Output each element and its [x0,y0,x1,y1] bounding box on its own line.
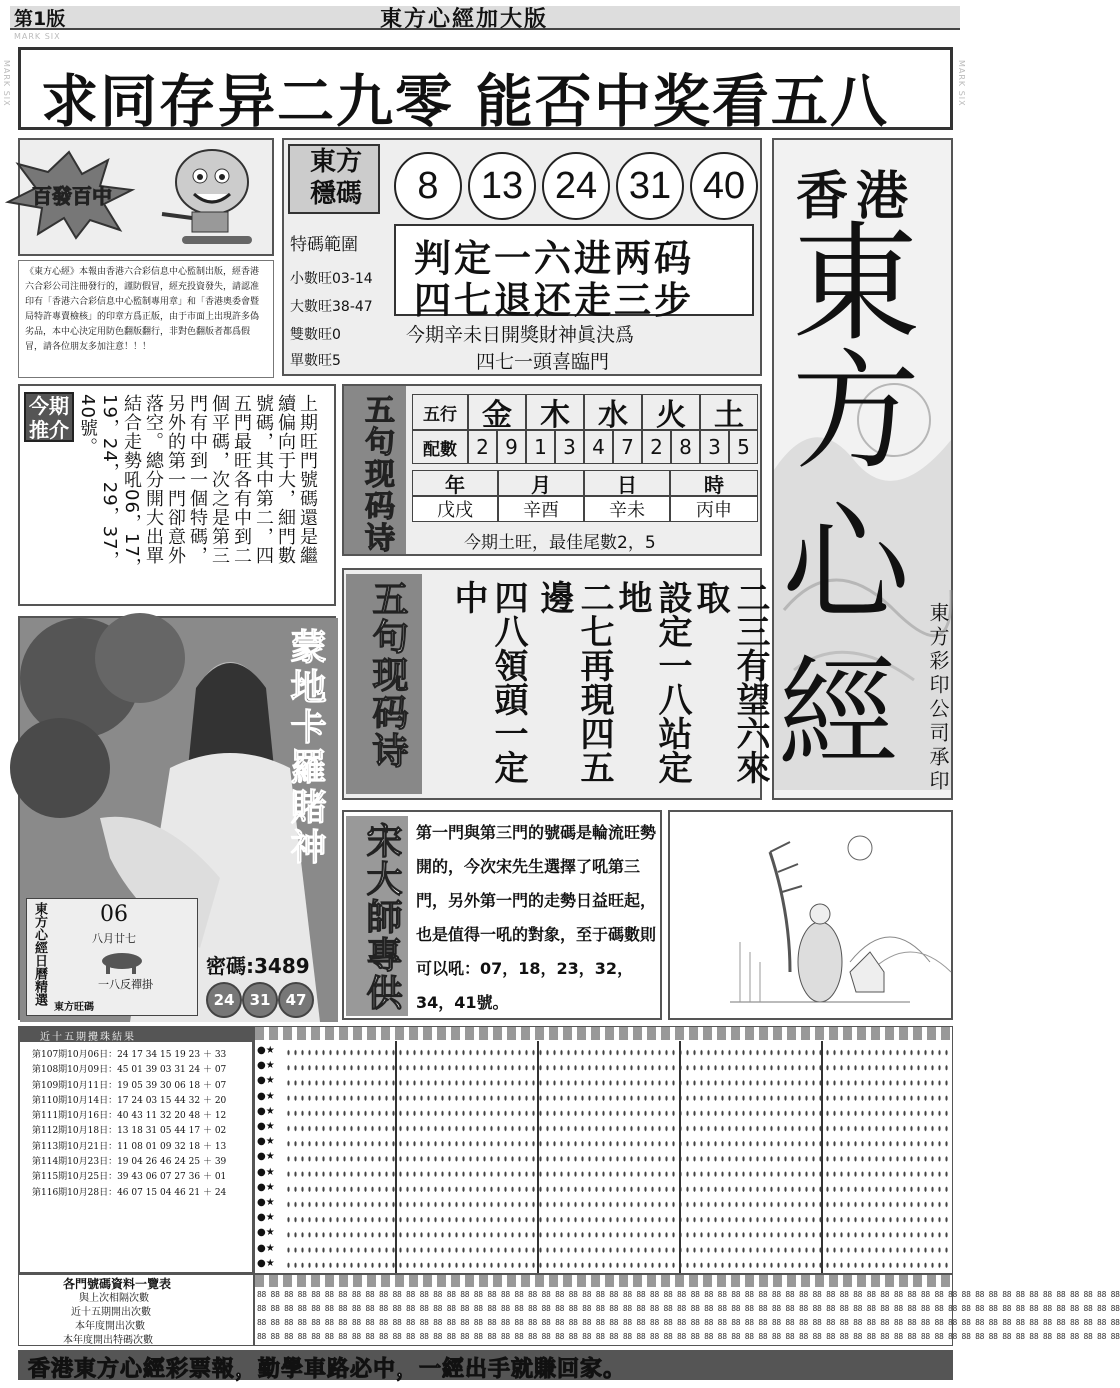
recommend-text [76,394,318,602]
pei-shu-1: 2 [468,430,497,464]
watermark-right: MARK SIX [957,60,966,107]
door-table-labels [18,1274,254,1346]
element-1: 金 [468,394,526,430]
range-3: 雙數旺0 [290,327,341,343]
grid-divider-1 [395,1041,397,1273]
wenma-ball-4: 31 [616,152,684,220]
poem-column-3: 二七再現四五邊 [534,580,614,784]
intro-box [18,260,274,378]
pei-shu-4: 3 [555,430,584,464]
door-values-row: 88 88 88 88 88 88 88 88 88 88 88 88 88 88 88 88 88 88 88 88 88 88 88 88 88 88 88 88 88 88 88 88 88 88 88 88 88 88 88 88 88 88 88 88 88 88 88 88 88 88 88 88 88 88 88 88 88 88 88 88 88 88 88 88 [257,1318,1120,1327]
calendar-day: 06 [100,902,128,927]
wenma-ball-3: 24 [542,152,610,220]
wuxing-row1-label: 五行 [412,394,468,430]
verse-line-2: 四七退还走三步 [414,279,694,322]
door-row-3: 本年度開出次數 [75,1321,145,1332]
pei-shu-3: 1 [526,430,555,464]
door-row-4: 本年度開出特碼次數 [63,1335,153,1346]
ox-icon [92,946,152,976]
element-2: 木 [526,394,584,430]
wenma-note-2: 四七一頭喜臨門 [476,351,610,373]
intro-text: 《東方心經》本報由香港六合彩信息中心監制出版，經香港六合彩公司注冊發行的，謹防假冒，經充投資發失，請認准印有「香港六合彩信息中心監制專用章」和「香港奧委會暨局特許專賣檢核」的印章方爲正版，由于市面上出現許多偽劣品，本中心決定用防色翻版翻行，非對色翻版者都爲假冒，請各位朋友多加注意！！！ [25,267,260,352]
history-list [32,1048,226,1201]
pei-shu-10: 5 [729,430,758,464]
badge-text: 百發百中 [32,184,112,208]
recommend-line-4: 五門最旺各有中到二 [231,394,252,565]
element-5: 土 [700,394,758,430]
door-values-row: 88 88 88 88 88 88 88 88 88 88 88 88 88 88 88 88 88 88 88 88 88 88 88 88 88 88 88 88 88 88 88 88 88 88 88 88 88 88 88 88 88 88 88 88 88 88 88 88 88 88 88 88 88 88 88 88 88 88 88 88 88 88 88 88 [257,1304,1120,1313]
poem-column-2: 設定一八站定地 [612,580,692,784]
calendar-date: 八月廿七 [92,932,136,945]
ganzhi-4: 丙申 [670,496,758,522]
range-4: 單數旺5 [290,353,341,369]
calendar-caption: 一八反禪掛 [98,978,153,991]
watermark-top: MARK SIX [14,32,61,41]
grid-divider-4 [821,1041,823,1273]
ganzhi-2: 辛酉 [498,496,584,522]
recommend-panel [18,384,336,606]
star-column: ●★ ●★ ●★ ●★ ●★ ●★ ●★ ●★ ●★ ●★ ●★ ●★ ●★ ●★ ●★ [257,1045,275,1269]
recommend-line-11: 40號。 [77,394,98,457]
history-panel [18,1026,254,1274]
pei-shu-5: 4 [584,430,613,464]
recommend-line-10: 19，24，29，37， [99,394,120,570]
recommend-line-5: 個平碼，次之是第三 [209,394,230,565]
cartoon-boy-icon [142,144,272,254]
master-label: 宋大師專供 [361,822,402,1012]
grid-divider-3 [679,1041,681,1273]
recommend-line-7: 另外的第一門卻意外 [165,394,186,565]
poem-panel [342,568,770,800]
photo-ball-3: 47 [278,982,314,1018]
calendar-footer: 東方旺碼 [54,1002,94,1013]
recommend-line-2: 續偏向于大，細門數 [275,394,296,565]
range-label: 特碼範圍 [290,235,358,255]
history-row: 第115期10月25日：39 43 06 07 27 36 ＋ 01 [32,1172,227,1183]
brand-char-1: 東 [792,210,921,359]
time-label-4: 時 [670,470,758,496]
door-table-values [254,1274,1120,1346]
wuxing-row2-label: 配數 [412,430,468,464]
brand-hk: 香港 [796,167,917,227]
headline-box [18,47,953,135]
door-header-strip [255,1275,952,1287]
history-row: 第110期10月14日：17 24 03 15 44 32 ＋ 20 [32,1095,227,1106]
history-title: 近十五期攪珠結果 [40,1032,136,1043]
history-row: 第111期10月16日：40 43 11 32 20 48 ＋ 12 [32,1111,227,1122]
master-panel [342,810,662,1020]
wenma-note-1: 今期辛未日開獎財神眞決爲 [406,324,635,346]
wenma-ball-1: 8 [394,152,462,220]
photo-ball-1: 24 [206,982,242,1018]
door-values-row: 88 88 88 88 88 88 88 88 88 88 88 88 88 88 88 88 88 88 88 88 88 88 88 88 88 88 88 88 88 88 88 88 88 88 88 88 88 88 88 88 88 88 88 88 88 88 88 88 88 88 88 88 88 88 88 88 88 88 88 88 88 88 88 88 [257,1290,1120,1299]
history-row: 第107期10月06日：24 17 34 15 19 23 ＋ 33 [32,1050,227,1060]
recommend-line-9: 結合走勢吼06，17， [121,394,142,577]
wenma-label: 東方穩碼 [309,147,362,209]
recommend-line-8: 落空。總分開大出單 [143,394,164,565]
ganzhi-1: 戊戌 [412,496,498,522]
history-row: 第113期10月21日：11 08 01 09 32 18 ＋ 13 [32,1141,227,1152]
painting-panel [668,810,953,1020]
recommend-line-3: 號碼，其中第二，四 [253,394,274,565]
door-table-title: 各門號碼資料一覽表 [63,1277,172,1291]
photo-panel [18,616,336,1020]
recommend-line-6: 門有中到一個特碼， [187,394,208,565]
time-label-3: 日 [584,470,670,496]
door-row-1: 與上次相隔次數 [79,1293,149,1304]
edition-label: 第1版 [14,8,66,30]
brand-char-4: 經 [778,645,898,784]
grid-divider-2 [537,1041,539,1273]
verse-line-1: 判定一六进两码 [414,237,694,280]
poem-side-label: 五句现码诗 [367,580,408,770]
time-label-2: 月 [498,470,584,496]
pei-shu-2: 9 [497,430,526,464]
element-3: 水 [584,394,642,430]
recommend-line-1: 上期旺門號碼還是繼 [297,394,318,565]
range-1: 小數旺03-14 [290,271,373,287]
time-label-1: 年 [412,470,498,496]
dot-grid-panel [254,1026,953,1274]
sage-painting [670,812,951,1018]
header-title: 東方心經加大版 [380,7,549,32]
wuxing-note: 今期土旺，最佳尾數2，5 [464,533,656,553]
photo-ball-2: 31 [242,982,278,1018]
history-row: 第109期10月11日：19 05 39 30 06 18 ＋ 07 [32,1080,227,1091]
poem-column-4: 四八領頭一定中 [448,580,528,784]
recommend-label: 今期推介 [24,392,74,442]
cartoon-panel [18,138,274,256]
pei-shu-8: 8 [671,430,700,464]
brand-char-2: 方 [792,338,921,487]
door-values-row: 88 88 88 88 88 88 88 88 88 88 88 88 88 88 88 88 88 88 88 88 88 88 88 88 88 88 88 88 88 88 88 88 88 88 88 88 88 88 88 88 88 88 88 88 88 88 88 88 88 88 88 88 88 88 88 88 88 88 88 88 88 88 88 88 [257,1332,1120,1341]
headline: 求同存异二九零 能否中奖看五八 [41,69,889,135]
door-row-2: 近十五期開出次數 [71,1307,151,1318]
wuxing-panel [342,384,762,556]
ganzhi-3: 辛未 [584,496,670,522]
brand-panel [772,138,953,800]
calendar-side: 東方心經日曆精選 [32,902,47,1006]
element-4: 火 [642,394,700,430]
dot-grid [285,1045,949,1273]
master-text: 第一門與第三門的號碼是輪流旺勢開的，今次宋先生選擇了吼第三門，另外第一門的走勢日益旺起，也是值得一吼的對象，至于碼數則可以吼：07，18，23，32，34，41號。 [416,823,657,1012]
brand-char-3: 心 [782,490,911,639]
pei-shu-9: 3 [700,430,729,464]
history-row: 第116期10月28日：46 07 15 04 46 21 ＋ 24 [32,1187,227,1198]
photo-title: 蒙地卡羅賭神 [285,628,326,868]
history-row: 第108期10月09日：45 01 39 03 31 24 ＋ 07 [32,1065,227,1076]
footer-text: 香港東方心經彩票報，勤學車路必中，一經出手就賺回家。 [28,1357,627,1382]
watermark-left: MARK SIX [2,60,11,107]
history-row: 第114期10月23日：19 04 26 46 24 25 ＋ 39 [32,1157,227,1168]
number-header-strip [255,1027,952,1040]
wenma-panel [282,138,762,376]
poem-column-1: 二三有望六來取 [690,580,770,784]
brand-side-text: 東方彩印公司承印 [926,602,950,794]
pei-shu-6: 7 [613,430,642,464]
photo-code: 密碼:3489 [206,954,310,978]
pei-shu-7: 2 [642,430,671,464]
wenma-ball-2: 13 [468,152,536,220]
wenma-ball-5: 40 [690,152,758,220]
history-row: 第112期10月18日：13 18 31 05 44 17 ＋ 02 [32,1126,227,1137]
range-2: 大數旺38-47 [290,299,373,315]
wuxing-side-label: 五句现码诗 [359,394,394,554]
